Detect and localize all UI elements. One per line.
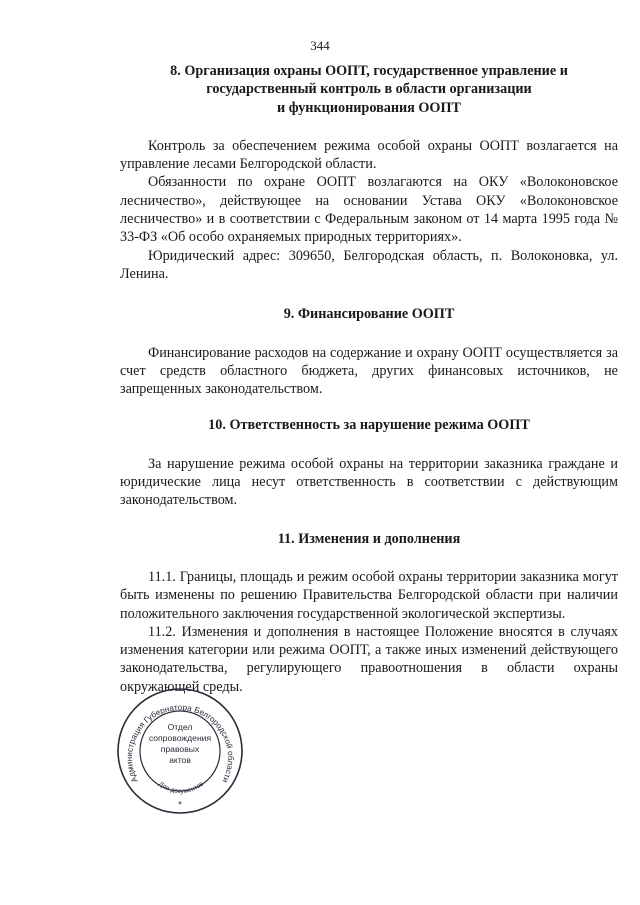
page-number: 344 xyxy=(310,38,330,53)
section-10-paragraph-1: За нарушение режима особой охраны на территории заказника граждане и юридические лица несут ответственность в соответствии с действующим законодательством. xyxy=(120,455,618,509)
section-8-paragraph-3: Юридический адрес: 309650, Белгородская область, п. Волоконовка, ул. Ленина. xyxy=(120,247,618,282)
section-8-heading xyxy=(120,62,618,117)
stamp-center-line-1: Отдел xyxy=(167,722,193,732)
section-8-heading-line-3: и функционирования ООПТ xyxy=(277,99,461,116)
stamp-center-line-2: сопровождения xyxy=(148,733,212,743)
official-stamp xyxy=(115,686,245,816)
section-8-heading-line-1: 8. Организация охраны ООПТ, государственное управление и xyxy=(170,63,568,79)
stamp-center-line-3: правовых xyxy=(160,744,200,754)
section-10-heading: 10. Ответственность за нарушение режима ООПТ xyxy=(208,417,530,434)
stamp-star-icon: * xyxy=(178,800,182,809)
stamp-ring-text: Администрация Губернатора Белгородской области xyxy=(124,703,236,785)
section-9-heading: 9. Финансирование ООПТ xyxy=(283,306,455,323)
section-8-paragraph-2: Обязанности по охране ООПТ возлагаются на ОКУ «Волоконовское лесничество», действующее на основании Устава ОКУ «Волоконовское лесничество» и в соответствии с Федеральным законом от 14 марта 1995 года № 33-ФЗ «Об особо охраняемых природных территориях». xyxy=(120,174,618,246)
section-9-paragraph-1: Финансирование расходов на содержание и охрану ООПТ осуществляется за счет средств областного бюджета, других финансовых источников, не запрещенных законодательством. xyxy=(120,344,618,398)
section-11-paragraph-1: 11.1. Границы, площадь и режим особой охраны территории заказника могут быть изменены по решению Правительства Белгородской области при наличии положительного заключения государственной экологической экспертизы. xyxy=(120,568,618,622)
section-8-paragraph-1: Контроль за обеспечением режима особой охраны ООПТ возлагается на управление лесами Белгородской области. xyxy=(120,137,618,173)
stamp-center-line-4: актов xyxy=(169,755,191,765)
document-body xyxy=(120,62,618,696)
section-8-heading-line-2: государственный контроль в области организации xyxy=(206,81,532,98)
section-11-heading: 11. Изменения и дополнения xyxy=(277,530,461,547)
section-11-paragraph-2: 11.2. Изменения и дополнения в настоящее Положение вносятся в случаях изменения категории или режима ООПТ, а также иных изменений действующего законодательства, регулирующего правоотношения в области охраны окружающей среды. xyxy=(120,623,618,695)
stamp-bottom-text: Для документов xyxy=(157,780,205,796)
